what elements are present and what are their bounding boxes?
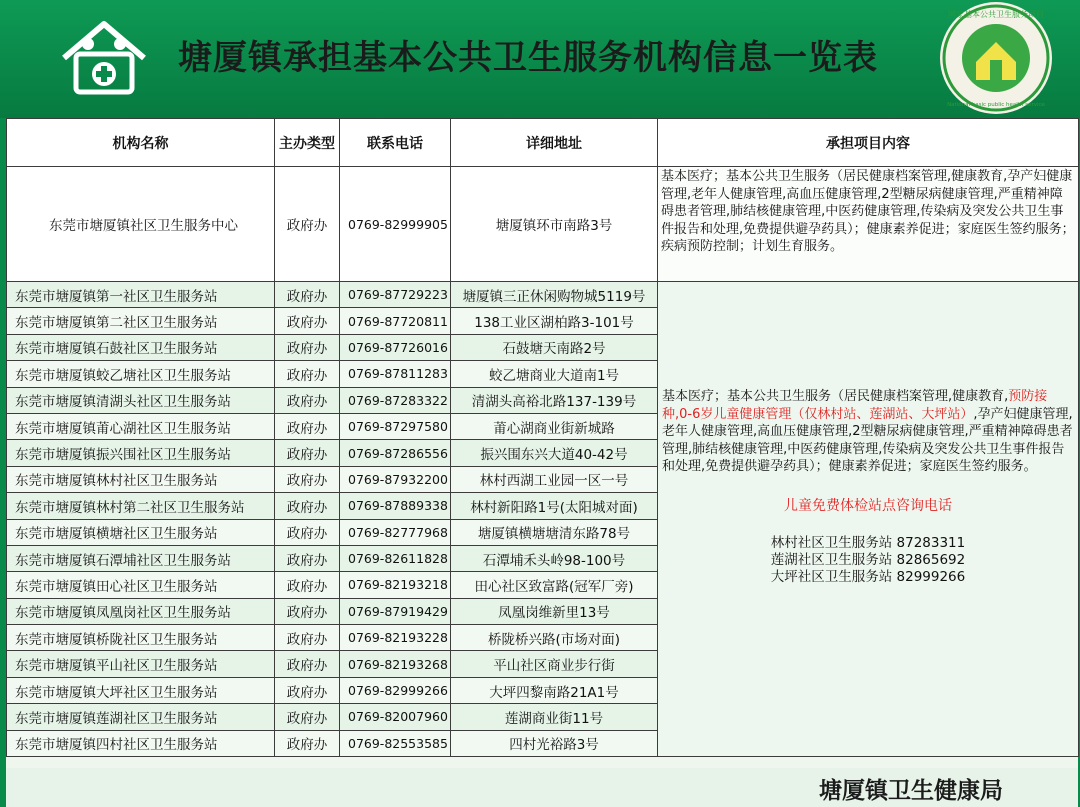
child-checkup-phone: 林村社区卫生服务站 87283311 — [770, 535, 966, 551]
institution-address: 林村新阳路1号(太阳城对面) — [451, 493, 658, 519]
institution-type: 政府办 — [275, 361, 340, 387]
child-checkup-phones — [662, 535, 1074, 586]
public-health-logo — [940, 2, 1052, 114]
institution-type: 政府办 — [275, 704, 340, 730]
institution-name: 东莞市塘厦镇蛟乙塘社区卫生服务站 — [7, 361, 275, 387]
institution-type: 政府办 — [275, 440, 340, 466]
institution-name: 东莞市塘厦镇石鼓社区卫生服务站 — [7, 334, 275, 360]
institution-phone: 0769-82193228 — [340, 625, 451, 651]
institution-phone: 0769-82553585 — [340, 730, 451, 756]
institution-address: 莆心湖商业街新城路 — [451, 413, 658, 439]
institution-name: 东莞市塘厦镇社区卫生服务中心 — [7, 167, 275, 282]
institution-phone: 0769-87932200 — [340, 466, 451, 492]
institution-name: 东莞市塘厦镇林村社区卫生服务站 — [7, 466, 275, 492]
station-services-part3: ,孕产妇健康管理,老年人健康管理,高血压健康管理,2型糖尿病健康管理,严重精神障碍患者管理,肺结核健康管理,中医药健康管理,传染病及突发公共卫生事件报告和处理,免费提供避孕药具）；健康素养促进；家庭医生签约服务。 — [662, 406, 1073, 474]
institution-type: 政府办 — [275, 651, 340, 677]
institution-table — [6, 118, 1079, 757]
institution-type: 政府办 — [275, 167, 340, 282]
child-checkup-title: 儿童免费体检站点咨询电话 — [784, 497, 952, 514]
institution-phone: 0769-87286556 — [340, 440, 451, 466]
institution-type: 政府办 — [275, 387, 340, 413]
medical-house-icon — [58, 18, 150, 98]
institution-name: 东莞市塘厦镇四村社区卫生服务站 — [7, 730, 275, 756]
col-header-services: 承担项目内容 — [658, 119, 1079, 167]
institution-name: 东莞市塘厦镇第二社区卫生服务站 — [7, 308, 275, 334]
institution-name: 东莞市塘厦镇横塘社区卫生服务站 — [7, 519, 275, 545]
table-row — [7, 282, 1079, 308]
institution-phone: 0769-87297580 — [340, 413, 451, 439]
institution-address: 蛟乙塘商业大道南1号 — [451, 361, 658, 387]
col-header-phone: 联系电话 — [340, 119, 451, 167]
institution-name: 东莞市塘厦镇大坪社区卫生服务站 — [7, 677, 275, 703]
institution-phone: 0769-82777968 — [340, 519, 451, 545]
institution-name: 东莞市塘厦镇凤凰岗社区卫生服务站 — [7, 598, 275, 624]
institution-name: 东莞市塘厦镇第一社区卫生服务站 — [7, 282, 275, 308]
institution-type: 政府办 — [275, 677, 340, 703]
institution-phone: 0769-87919429 — [340, 598, 451, 624]
issuer-name: 塘厦镇卫生健康局 — [819, 777, 1003, 804]
child-checkup-phone: 莲湖社区卫生服务站 82865692 — [770, 552, 966, 568]
institution-address: 石潭埔禾头岭98-100号 — [451, 545, 658, 571]
institution-name: 东莞市塘厦镇振兴围社区卫生服务站 — [7, 440, 275, 466]
institution-address: 四村光裕路3号 — [451, 730, 658, 756]
logo-text-en: National basic public health service — [947, 102, 1045, 108]
institution-type: 政府办 — [275, 493, 340, 519]
station-services — [658, 282, 1079, 757]
institution-type: 政府办 — [275, 308, 340, 334]
institution-type: 政府办 — [275, 730, 340, 756]
institution-name: 东莞市塘厦镇田心社区卫生服务站 — [7, 572, 275, 598]
institution-type: 政府办 — [275, 519, 340, 545]
institution-type: 政府办 — [275, 598, 340, 624]
institution-name: 东莞市塘厦镇桥陇社区卫生服务站 — [7, 625, 275, 651]
institution-type: 政府办 — [275, 334, 340, 360]
institution-phone: 0769-87283322 — [340, 387, 451, 413]
institution-type: 政府办 — [275, 625, 340, 651]
institution-address: 凤凰岗维新里13号 — [451, 598, 658, 624]
institution-phone: 0769-82193268 — [340, 651, 451, 677]
institution-address: 田心社区致富路(冠军厂旁) — [451, 572, 658, 598]
institution-address: 平山社区商业步行街 — [451, 651, 658, 677]
logo-text-cn: 国家基本公共卫生服务项目 — [948, 10, 1044, 19]
institution-address: 塘厦镇环市南路3号 — [451, 167, 658, 282]
institution-phone: 0769-82193218 — [340, 572, 451, 598]
page-title: 塘厦镇承担基本公共卫生服务机构信息一览表 — [178, 38, 878, 78]
institution-name: 东莞市塘厦镇莆心湖社区卫生服务站 — [7, 413, 275, 439]
institution-type: 政府办 — [275, 572, 340, 598]
institution-phone: 0769-82611828 — [340, 545, 451, 571]
institution-table-wrap — [6, 118, 1078, 768]
institution-type: 政府办 — [275, 413, 340, 439]
institution-name: 东莞市塘厦镇莲湖社区卫生服务站 — [7, 704, 275, 730]
institution-phone: 0769-87889338 — [340, 493, 451, 519]
institution-phone: 0769-82999905 — [340, 167, 451, 282]
institution-address: 塘厦镇横塘塘清东路78号 — [451, 519, 658, 545]
institution-type: 政府办 — [275, 282, 340, 308]
institution-address: 林村西湖工业园一区一号 — [451, 466, 658, 492]
institution-phone: 0769-87729223 — [340, 282, 451, 308]
footer — [6, 768, 1078, 807]
institution-address: 塘厦镇三正休闲购物城5119号 — [451, 282, 658, 308]
institution-phone: 0769-87720811 — [340, 308, 451, 334]
institution-name: 东莞市塘厦镇平山社区卫生服务站 — [7, 651, 275, 677]
table-row — [7, 167, 1079, 282]
institution-type: 政府办 — [275, 466, 340, 492]
institution-phone: 0769-82999266 — [340, 677, 451, 703]
institution-address: 石鼓塘天南路2号 — [451, 334, 658, 360]
station-services-text — [662, 388, 1074, 476]
institution-phone: 0769-82007960 — [340, 704, 451, 730]
institution-phone: 0769-87726016 — [340, 334, 451, 360]
col-header-name: 机构名称 — [7, 119, 275, 167]
center-services: 基本医疗；基本公共卫生服务（居民健康档案管理,健康教育,孕产妇健康管理,老年人健康管理,高血压健康管理,2型糖尿病健康管理,严重精神障碍患者管理,肺结核健康管理,中医药健康管理,传染病及突发公共卫生事件报告和处理,免费提供避孕药具）；健康素养促进；家庭医生签约服务；疾病预防控制；计划生育服务。 — [658, 167, 1079, 282]
institution-name: 东莞市塘厦镇石潭埔社区卫生服务站 — [7, 545, 275, 571]
institution-address: 大坪四黎南路21A1号 — [451, 677, 658, 703]
institution-name: 东莞市塘厦镇林村第二社区卫生服务站 — [7, 493, 275, 519]
institution-address: 振兴围东兴大道40-42号 — [451, 440, 658, 466]
institution-name: 东莞市塘厦镇清湖头社区卫生服务站 — [7, 387, 275, 413]
col-header-type: 主办类型 — [275, 119, 340, 167]
institution-address: 138工业区湖柏路3-101号 — [451, 308, 658, 334]
institution-type: 政府办 — [275, 545, 340, 571]
col-header-address: 详细地址 — [451, 119, 658, 167]
station-services-red: 预防接种,0-6岁儿童健康管理（仅林村站、莲湖站、大坪站） — [662, 389, 1048, 422]
institution-address: 清湖头高裕北路137-139号 — [451, 387, 658, 413]
institution-phone: 0769-87811283 — [340, 361, 451, 387]
station-services-part1: 基本医疗；基本公共卫生服务（居民健康档案管理,健康教育, — [662, 389, 1009, 404]
institution-address: 莲湖商业街11号 — [451, 704, 658, 730]
header-banner — [0, 0, 1080, 118]
institution-address: 桥陇桥兴路(市场对面) — [451, 625, 658, 651]
child-checkup-phone: 大坪社区卫生服务站 82999266 — [770, 569, 966, 585]
